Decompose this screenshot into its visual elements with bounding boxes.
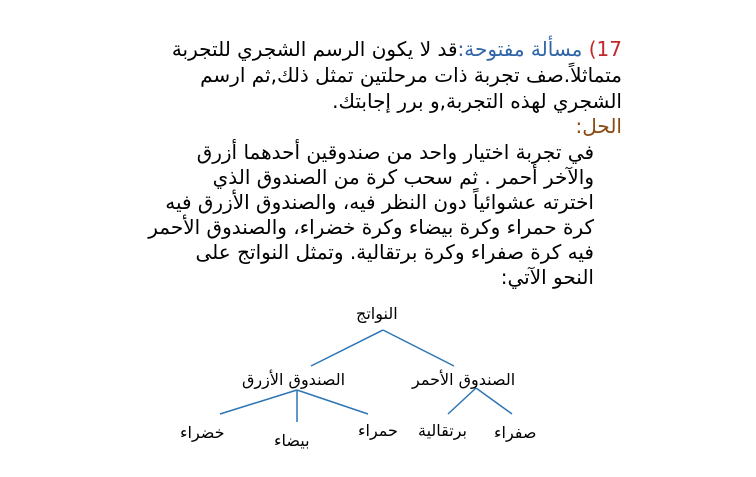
question-label: مسألة مفتوحة: <box>457 37 583 61</box>
solution-line: اخترته عشوائياً دون النظر فيه، والصندوق الأزرق فيه <box>165 190 594 214</box>
node-white: بيضاء <box>274 431 310 450</box>
solution-label: الحل: <box>575 114 622 138</box>
edge-red-yellow <box>476 388 512 414</box>
node-root: النواتج <box>356 304 398 323</box>
solution-line: كرة حمراء وكرة بيضاء وكرة خضراء، والصندوق الأحمر <box>148 215 594 239</box>
edge-blue-red <box>297 390 368 414</box>
solution-line: فيه كرة صفراء وكرة برتقالية. وتمثل النواتج على <box>195 240 594 264</box>
node-orange: برتقالية <box>418 421 467 440</box>
node-green: خضراء <box>180 423 225 442</box>
node-red: حمراء <box>358 421 398 440</box>
solution-line: النحو الآتي: <box>500 265 594 289</box>
node-blue-box: الصندوق الأزرق <box>242 370 346 389</box>
solution-line: والآخر أحمر . ثم سحب كرة من الصندوق الذي <box>212 165 594 189</box>
node-yellow: صفراء <box>494 423 537 442</box>
node-red-box: الصندوق الأحمر <box>412 370 516 389</box>
edge-blue-green <box>220 390 297 414</box>
question-number: 17) <box>588 37 622 61</box>
solution-line: في تجربة اختيار واحد من صندوقين أحدهما أزرق <box>196 140 594 164</box>
question-text: قد لا يكون الرسم الشجري للتجربة متماثلاً.صف تجربة ذات مرحلتين تمثل ذلك,ثم ارسم الشجري لهذه التجربة,و برر إجابتك. <box>171 37 622 113</box>
edge-red-orange <box>448 388 476 414</box>
edge-root-red-box <box>383 330 454 366</box>
edge-root-blue-box <box>311 330 383 366</box>
